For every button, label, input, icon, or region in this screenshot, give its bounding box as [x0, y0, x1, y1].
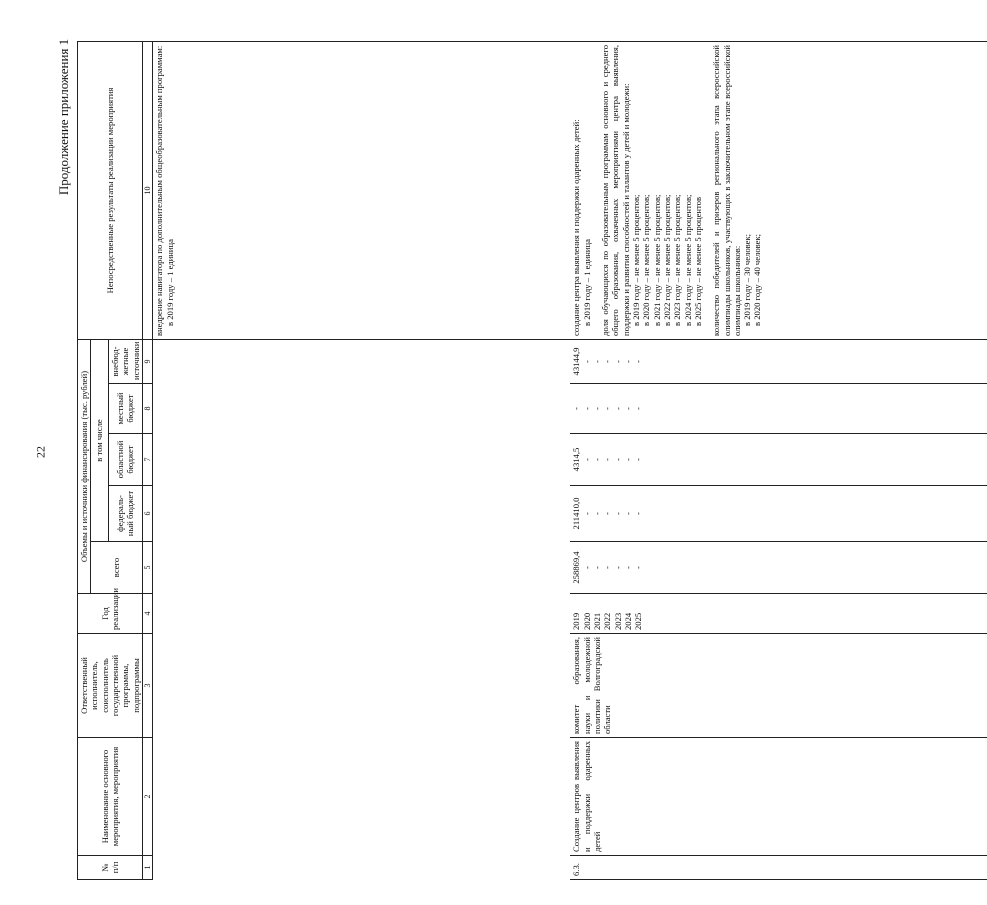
federal-cell: [570, 486, 987, 542]
col-number: 10: [142, 41, 153, 339]
local-value: -: [581, 407, 592, 410]
regional-value: -: [612, 458, 623, 461]
local-value: -: [633, 407, 644, 410]
continuation-label: Продолжение приложения 1: [56, 38, 71, 196]
results-cell: [153, 41, 571, 339]
header-including: в том числе: [91, 339, 109, 541]
total-cell: [570, 542, 987, 594]
page-number: 22: [33, 446, 48, 458]
result-line: в 2019 году – 1 единица: [164, 239, 175, 326]
result-line: создание центра выявления и поддержки одаренных детей:: [571, 119, 582, 336]
header-total: всего: [91, 542, 143, 594]
top-results: [154, 45, 175, 336]
regional-value: -: [633, 458, 644, 461]
event-name: Создание центров выявления и поддержки одаренных детей: [570, 738, 987, 856]
header-name: Наименование основного мероприятия, мероприятия: [78, 738, 143, 856]
total-value: -: [633, 566, 644, 569]
result-line: количество победителей и призеров регионального этапа всероссийской олимпиады школьников, участвующих в заключительном этапе всероссийской олимпиады школьников:: [711, 44, 742, 336]
offbudget-value: -: [612, 360, 623, 363]
col-number: 4: [142, 594, 153, 634]
offbudget-value: 43144,9: [571, 347, 582, 376]
local-value: -: [612, 407, 623, 410]
col-number: 5: [142, 542, 153, 594]
total-value: -: [592, 566, 603, 569]
header-federal: федераль-ный бюджет: [108, 486, 142, 542]
year-value: 2020: [581, 612, 592, 630]
year-value: 2023: [612, 612, 623, 630]
total-value: -: [602, 566, 613, 569]
year-value: 2019: [571, 612, 582, 630]
offbudget-value: -: [592, 360, 603, 363]
offbudget-value: -: [602, 360, 613, 363]
total-value: 258869,4: [571, 551, 582, 584]
header-results: Непосредственные результаты реализации мероприятия: [78, 41, 143, 339]
result-line: в 2024 году – не менее 5 процентов;: [682, 194, 693, 326]
header-year: Год реализации: [78, 594, 143, 634]
total-value: -: [581, 566, 592, 569]
offbudget-value: -: [581, 360, 592, 363]
result-line: в 2020 году – не менее 5 процентов;: [641, 194, 652, 326]
col-number: 2: [142, 738, 153, 856]
offbudget-cell: [570, 339, 987, 383]
offbudget-value: -: [633, 360, 644, 363]
result-line: в 2019 году – 30 человек;: [742, 233, 753, 326]
result-block-olympiad: [711, 45, 763, 336]
col-number: 6: [142, 486, 153, 542]
federal-value: -: [602, 512, 613, 515]
result-line: внедрение навигатора по дополнительным общеобразовательным программам:: [154, 45, 165, 336]
year-value: 2024: [622, 612, 633, 630]
result-line: в 2022 году – не менее 5 процентов;: [661, 194, 672, 326]
local-value: -: [592, 407, 603, 410]
header-local: местный бюджет: [108, 384, 142, 434]
header-no: № п/п: [78, 856, 143, 880]
local-cell: [570, 384, 987, 434]
col-number: 7: [142, 434, 153, 486]
table-row: [570, 41, 987, 879]
col-number: 1: [142, 856, 153, 880]
result-line: в 2023 году – не менее 5 процентов;: [672, 194, 683, 326]
results-cell: [570, 41, 987, 339]
total-value: -: [622, 566, 633, 569]
year-value: 2021: [592, 612, 603, 630]
regional-value: -: [622, 458, 633, 461]
table-row: [153, 41, 571, 879]
row-number: 6.3.: [570, 856, 987, 880]
total-value: -: [612, 566, 623, 569]
year-value: 2025: [633, 612, 644, 630]
federal-value: -: [612, 512, 623, 515]
financing-table: [77, 41, 987, 880]
header-executor: Ответственный исполнитель, соисполнитель государственной программы, подпрограммы: [78, 634, 143, 738]
col-number: 8: [142, 384, 153, 434]
regional-value: 4314,5: [571, 447, 582, 472]
regional-value: -: [592, 458, 603, 461]
result-block-centers: [571, 45, 592, 336]
year-value: 2022: [602, 612, 613, 630]
federal-value: -: [633, 512, 644, 515]
local-value: -: [602, 407, 613, 410]
years-cell: [570, 594, 987, 634]
result-block-share: [600, 45, 703, 336]
local-value: -: [622, 407, 633, 410]
col-number: 3: [142, 634, 153, 738]
header-offbudget: внебюд-жетные источники: [108, 339, 142, 383]
executor-name: комитет образования, науки и молодежной политики Волгоградской области: [570, 634, 987, 738]
regional-cell: [570, 434, 987, 486]
result-line: в 2019 году – 1 единица: [581, 239, 592, 326]
result-line: в 2025 году – не менее 5 процентов: [692, 196, 703, 326]
col-number: 9: [142, 339, 153, 383]
regional-value: -: [581, 458, 592, 461]
header-regional: областной бюджет: [108, 434, 142, 486]
local-value: -: [571, 407, 582, 410]
federal-value: 211410,0: [571, 497, 582, 530]
federal-value: -: [592, 512, 603, 515]
federal-value: -: [622, 512, 633, 515]
regional-value: -: [602, 458, 613, 461]
result-line: в 2020 году – 40 человек;: [752, 233, 763, 326]
header-volumes: Объемы и источники финансирования (тыс. рублей): [78, 339, 91, 593]
result-line: в 2019 году – не менее 5 процентов;: [631, 194, 642, 326]
offbudget-value: -: [622, 360, 633, 363]
result-line: в 2021 году – не менее 5 процентов;: [651, 194, 662, 326]
federal-value: -: [581, 512, 592, 515]
result-line: доля обучающихся по образовательным программам основного и среднего общего образования, охваченных мероприятиями центра выявления, поддержки и развития способностей и талантов у детей и молодежи:: [600, 44, 631, 336]
rotated-table-container: [77, 42, 763, 880]
